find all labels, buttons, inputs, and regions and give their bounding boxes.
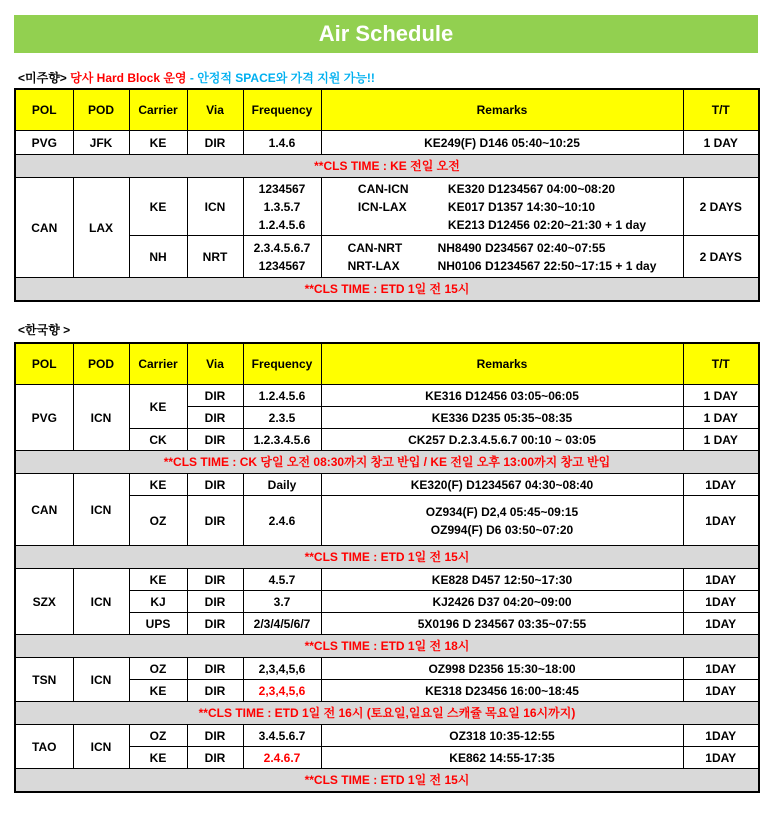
remarks-cell: KJ2426 D37 04:20~09:00 xyxy=(321,591,683,613)
cls-time-row xyxy=(15,769,759,793)
frequency-cell: 2,3,4,5,6 xyxy=(243,658,321,680)
via-cell: DIR xyxy=(187,131,243,155)
via-cell: DIR xyxy=(187,569,243,591)
table-row xyxy=(15,385,759,407)
cls-time-text: **CLS TIME : ETD 1일 전 15시 xyxy=(15,769,759,793)
via-cell: DIR xyxy=(187,385,243,407)
pol-cell: TSN xyxy=(15,658,73,702)
carrier-cell: OZ xyxy=(129,658,187,680)
kr-schedule-table xyxy=(14,342,760,793)
tt-cell: 1DAY xyxy=(683,591,759,613)
carrier-cell: KE xyxy=(129,569,187,591)
frequency-cell: 4.5.7 xyxy=(243,569,321,591)
pod-cell: ICN xyxy=(73,569,129,635)
frequency-line: 1.3.5.7 xyxy=(263,199,301,214)
page-title: Air Schedule xyxy=(14,15,758,53)
tt-cell: 2 DAYS xyxy=(683,236,759,278)
tt-cell: 1 DAY xyxy=(683,131,759,155)
flight-info: KE213 D12456 02:20~21:30 + 1 day xyxy=(447,217,647,232)
route-label: ICN-LAX xyxy=(357,199,407,214)
frequency-line: 1234567 xyxy=(258,181,306,196)
remarks-cell: 5X0196 D 234567 03:35~07:55 xyxy=(321,613,683,635)
carrier-cell: CK xyxy=(129,429,187,451)
frequency-cell xyxy=(243,236,321,278)
via-cell: NRT xyxy=(187,236,243,278)
route-label: CAN-NRT xyxy=(347,240,403,255)
carrier-cell: OZ xyxy=(129,725,187,747)
carrier-cell: KE xyxy=(129,131,187,155)
table-header-row xyxy=(15,343,759,385)
remarks-cell: KE862 14:55-17:35 xyxy=(321,747,683,769)
table-row xyxy=(15,658,759,680)
flight-info: KE320 D1234567 04:00~08:20 xyxy=(447,181,616,196)
cls-time-row xyxy=(15,278,759,302)
table-header-row xyxy=(15,89,759,131)
tt-cell: 1DAY xyxy=(683,658,759,680)
remarks-cell xyxy=(321,496,683,546)
frequency-cell: 1.2.3.4.5.6 xyxy=(243,429,321,451)
carrier-cell: OZ xyxy=(129,496,187,546)
tt-cell: 1DAY xyxy=(683,613,759,635)
section-caption-kr: <한국향 > xyxy=(18,323,71,337)
tt-cell: 2 DAYS xyxy=(683,178,759,236)
header-via: Via xyxy=(187,89,243,131)
remarks-cell xyxy=(321,236,683,278)
via-cell: DIR xyxy=(187,429,243,451)
via-cell: DIR xyxy=(187,613,243,635)
tt-cell: 1 DAY xyxy=(683,429,759,451)
section-caption-us xyxy=(18,69,375,86)
remarks-cell: OZ318 10:35-12:55 xyxy=(321,725,683,747)
header-remarks: Remarks xyxy=(321,343,683,385)
frequency-cell: 2.3.5 xyxy=(243,407,321,429)
cls-time-text: **CLS TIME : ETD 1일 전 18시 xyxy=(15,635,759,658)
table-row xyxy=(15,474,759,496)
frequency-cell: 3.7 xyxy=(243,591,321,613)
cls-time-row xyxy=(15,546,759,569)
carrier-cell: KE xyxy=(129,680,187,702)
frequency-line: 1.2.4.5.6 xyxy=(258,217,306,232)
pol-cell: CAN xyxy=(15,474,73,546)
header-tt: T/T xyxy=(683,89,759,131)
frequency-cell: 2.4.6.7 xyxy=(243,747,321,769)
remarks-cell: KE249(F) D146 05:40~10:25 xyxy=(321,131,683,155)
caption-prefix: <미주향> xyxy=(18,71,67,85)
header-carrier: Carrier xyxy=(129,343,187,385)
pod-cell: ICN xyxy=(73,474,129,546)
pol-cell: CAN xyxy=(15,178,73,278)
via-cell: DIR xyxy=(187,747,243,769)
pod-cell: LAX xyxy=(73,178,129,278)
via-cell: ICN xyxy=(187,178,243,236)
flight-info: NH0106 D1234567 22:50~17:15 + 1 day xyxy=(437,258,657,273)
remarks-cell: KE336 D235 05:35~08:35 xyxy=(321,407,683,429)
caption-teal-text: - 안정적 SPACE와 가격 지원 가능!! xyxy=(186,71,375,85)
remarks-cell: CK257 D.2.3.4.5.6.7 00:10 ~ 03:05 xyxy=(321,429,683,451)
via-cell: DIR xyxy=(187,496,243,546)
flight-info: OZ994(F) D6 03:50~07:20 xyxy=(430,522,574,537)
cls-time-text: **CLS TIME : ETD 1일 전 16시 (토요일,일요일 스캐쥴 목요일 16시까지) xyxy=(15,702,759,725)
tt-cell: 1 DAY xyxy=(683,385,759,407)
pod-cell: ICN xyxy=(73,385,129,451)
remarks-cell: KE320(F) D1234567 04:30~08:40 xyxy=(321,474,683,496)
header-remarks: Remarks xyxy=(321,89,683,131)
frequency-cell: 3.4.5.6.7 xyxy=(243,725,321,747)
remarks-cell: KE318 D23456 16:00~18:45 xyxy=(321,680,683,702)
route-label xyxy=(358,216,438,234)
carrier-cell: UPS xyxy=(129,613,187,635)
tt-cell: 1DAY xyxy=(683,725,759,747)
frequency-cell: Daily xyxy=(243,474,321,496)
pol-cell: PVG xyxy=(15,385,73,451)
us-schedule-table xyxy=(14,88,760,302)
via-cell: DIR xyxy=(187,474,243,496)
carrier-cell: NH xyxy=(129,236,187,278)
header-pod: POD xyxy=(73,89,129,131)
header-frequency: Frequency xyxy=(243,343,321,385)
pod-cell: ICN xyxy=(73,658,129,702)
header-pod: POD xyxy=(73,343,129,385)
header-carrier: Carrier xyxy=(129,89,187,131)
tt-cell: 1DAY xyxy=(683,496,759,546)
route-label: CAN-ICN xyxy=(357,181,409,196)
cls-time-row xyxy=(15,451,759,474)
flight-info: OZ934(F) D2,4 05:45~09:15 xyxy=(425,504,579,519)
cls-time-row xyxy=(15,702,759,725)
flight-info: NH8490 D234567 02:40~07:55 xyxy=(437,240,606,255)
tt-cell: 1DAY xyxy=(683,680,759,702)
pol-cell: SZX xyxy=(15,569,73,635)
tt-cell: 1DAY xyxy=(683,474,759,496)
pol-cell: PVG xyxy=(15,131,73,155)
frequency-cell xyxy=(243,178,321,236)
cls-time-row xyxy=(15,635,759,658)
frequency-cell: 2.4.6 xyxy=(243,496,321,546)
via-cell: DIR xyxy=(187,407,243,429)
header-tt: T/T xyxy=(683,343,759,385)
table-row xyxy=(15,725,759,747)
frequency-line: 2.3.4.5.6.7 xyxy=(253,240,311,255)
remarks-cell xyxy=(321,178,683,236)
cls-time-text: **CLS TIME : ETD 1일 전 15시 xyxy=(15,278,759,302)
pod-cell: JFK xyxy=(73,131,129,155)
flight-info: KE017 D1357 14:30~10:10 xyxy=(447,199,596,214)
remarks-cell: OZ998 D2356 15:30~18:00 xyxy=(321,658,683,680)
cls-time-row xyxy=(15,155,759,178)
frequency-cell: 1.4.6 xyxy=(243,131,321,155)
route-label: NRT-LAX xyxy=(347,258,400,273)
caption-red-text: 당사 Hard Block 운영 xyxy=(66,71,187,85)
header-pol: POL xyxy=(15,343,73,385)
table-row xyxy=(15,178,759,236)
header-pol: POL xyxy=(15,89,73,131)
header-frequency: Frequency xyxy=(243,89,321,131)
header-via: Via xyxy=(187,343,243,385)
cls-time-text: **CLS TIME : CK 당일 오전 08:30까지 창고 반입 / KE 전일 오후 13:00까지 창고 반입 xyxy=(15,451,759,474)
frequency-cell: 2/3/4/5/6/7 xyxy=(243,613,321,635)
table-row xyxy=(15,131,759,155)
via-cell: DIR xyxy=(187,725,243,747)
cls-time-text: **CLS TIME : KE 전일 오전 xyxy=(15,155,759,178)
tt-cell: 1DAY xyxy=(683,747,759,769)
via-cell: DIR xyxy=(187,680,243,702)
pod-cell: ICN xyxy=(73,725,129,769)
cls-time-text: **CLS TIME : ETD 1일 전 15시 xyxy=(15,546,759,569)
table-row xyxy=(15,569,759,591)
carrier-cell: KE xyxy=(129,178,187,236)
carrier-cell: KE xyxy=(129,474,187,496)
frequency-cell: 1.2.4.5.6 xyxy=(243,385,321,407)
remarks-cell: KE828 D457 12:50~17:30 xyxy=(321,569,683,591)
pol-cell: TAO xyxy=(15,725,73,769)
carrier-cell: KE xyxy=(129,747,187,769)
carrier-cell: KJ xyxy=(129,591,187,613)
tt-cell: 1DAY xyxy=(683,569,759,591)
remarks-cell: KE316 D12456 03:05~06:05 xyxy=(321,385,683,407)
via-cell: DIR xyxy=(187,658,243,680)
frequency-line: 1234567 xyxy=(258,258,306,273)
frequency-cell: 2,3,4,5,6 xyxy=(243,680,321,702)
carrier-cell: KE xyxy=(129,385,187,429)
via-cell: DIR xyxy=(187,591,243,613)
tt-cell: 1 DAY xyxy=(683,407,759,429)
